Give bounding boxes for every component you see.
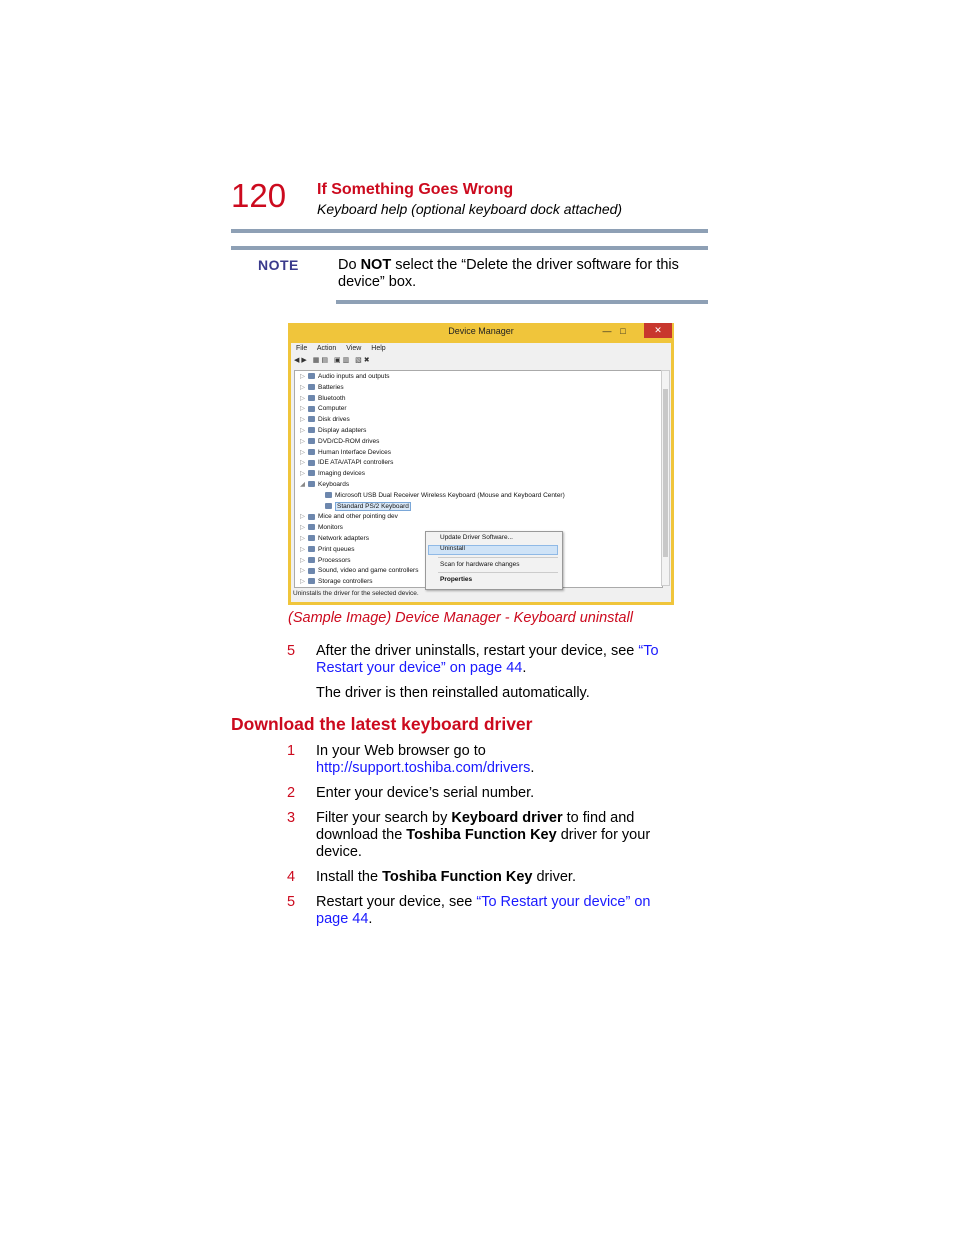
device-icon [308, 557, 315, 563]
menu-help[interactable]: Help [371, 345, 386, 352]
tree-item-label: Imaging devices [318, 470, 365, 478]
note-label: NOTE [258, 257, 299, 273]
expand-arrow-icon[interactable]: ▷ [300, 513, 305, 521]
device-icon [308, 568, 315, 574]
scrollbar[interactable] [661, 370, 670, 586]
tree-item[interactable] [300, 383, 344, 392]
device-icon [308, 449, 315, 455]
expand-arrow-icon[interactable]: ▷ [300, 416, 305, 424]
tree-item[interactable] [300, 567, 419, 575]
expand-arrow-icon[interactable]: ▷ [300, 470, 305, 478]
tree-item[interactable] [300, 394, 346, 403]
step-number: 4 [287, 869, 296, 885]
menu-action[interactable]: Action [316, 345, 337, 352]
step-text: Install the Toshiba Function Key driver. [316, 869, 576, 885]
device-icon [308, 481, 315, 487]
maximize-icon[interactable]: □ [620, 326, 626, 336]
tree-item-label: Storage controllers [318, 578, 373, 586]
close-icon[interactable]: ✕ [644, 323, 672, 338]
device-icon [325, 492, 332, 498]
step-number: 5 [287, 643, 296, 659]
status-bar-text: Uninstalls the driver for the selected device. [293, 590, 419, 597]
step-text: After the driver uninstalls, restart your device, see “To Restart your device” on page 44. [316, 643, 659, 676]
device-icon [308, 438, 315, 444]
menu-separator [438, 572, 558, 573]
tree-item[interactable] [300, 535, 369, 543]
forward-icon[interactable]: ▶ [301, 357, 309, 364]
expand-arrow-icon[interactable]: ▷ [300, 437, 305, 445]
tree-item-label: Print queues [318, 545, 355, 553]
properties-menu-item[interactable]: Properties [440, 576, 473, 583]
expand-arrow-icon[interactable]: ◢ [300, 481, 305, 488]
context-menu [425, 531, 563, 590]
tree-item-label: Processors [318, 556, 351, 564]
scrollbar-thumb[interactable] [663, 389, 668, 557]
device-icon [308, 524, 315, 530]
expand-arrow-icon[interactable]: ▷ [300, 535, 305, 542]
tree-item-label: Microsoft USB Dual Receiver Wireless Keyboard (Mouse and Keyboard Center) [335, 491, 565, 499]
update-driver-menu-item[interactable]: Update Driver Software... [440, 534, 513, 541]
note-text: Do NOT select the “Delete the driver software for this device” box. [338, 257, 679, 290]
tree-item[interactable] [325, 503, 411, 511]
figure-caption: (Sample Image) Device Manager - Keyboard uninstall [288, 610, 633, 626]
expand-arrow-icon[interactable]: ▷ [300, 373, 305, 380]
device-icon [308, 373, 315, 379]
tree-item-label: Display adapters [318, 427, 367, 434]
device-icon [308, 470, 315, 476]
expand-arrow-icon[interactable]: ▷ [300, 427, 305, 434]
expand-arrow-icon[interactable]: ▷ [300, 459, 305, 467]
tree-item-label: Network adapters [318, 535, 369, 542]
tree-item-label: Mice and other pointing dev [318, 513, 398, 521]
tree-item-label: Human Interface Devices [318, 448, 391, 456]
cross-reference-link[interactable]: “To Restart your device” on page 44 [316, 894, 651, 927]
step-number: 2 [287, 785, 296, 801]
tree-item[interactable] [300, 459, 394, 467]
step-text: In your Web browser go to http://support.toshiba.com/drivers. [316, 743, 535, 776]
expand-arrow-icon[interactable]: ▷ [300, 405, 305, 413]
device-icon [308, 384, 315, 390]
step-number: 1 [287, 743, 296, 759]
tree-item[interactable] [300, 373, 390, 381]
tree-item[interactable] [300, 556, 351, 565]
menu-view[interactable]: View [346, 345, 362, 352]
chapter-title: If Something Goes Wrong [317, 181, 514, 198]
window-body [291, 343, 671, 602]
expand-arrow-icon[interactable]: ▷ [300, 545, 305, 553]
device-icon [308, 406, 315, 412]
device-icon [308, 416, 315, 422]
expand-arrow-icon[interactable]: ▷ [300, 394, 305, 402]
page-number: 120 [231, 177, 287, 214]
scan-hardware-menu-item[interactable]: Scan for hardware changes [440, 561, 520, 568]
uninstall-icon[interactable]: ✖ [363, 357, 372, 364]
window-title: Device Manager [448, 326, 514, 336]
device-icon [308, 546, 315, 552]
tree-item-label: Computer [318, 405, 347, 413]
tree-item[interactable] [300, 481, 350, 489]
tree-item[interactable] [300, 427, 367, 435]
back-icon[interactable]: ◀ [294, 357, 302, 364]
step-number: 3 [287, 810, 296, 826]
device-icon [308, 460, 315, 466]
menu-bar [296, 345, 394, 352]
device-icon [308, 514, 315, 520]
tree-item[interactable] [300, 470, 365, 478]
tree-item-label: Keyboards [318, 481, 350, 488]
show-hide-icon[interactable]: ▦ [312, 357, 322, 364]
toolbar [294, 356, 372, 364]
expand-arrow-icon[interactable]: ▷ [300, 524, 305, 532]
help-icon[interactable]: ▣ [333, 357, 343, 364]
note-bottom-rule [336, 300, 708, 304]
section-subtitle: Keyboard help (optional keyboard dock attached) [317, 201, 623, 217]
step-number: 5 [287, 894, 296, 910]
tree-item-label: Disk drives [318, 416, 350, 424]
tree-item[interactable] [300, 545, 355, 554]
tree-item[interactable] [300, 448, 391, 457]
step-text: Restart your device, see “To Restart your device” on page 44. [316, 894, 651, 927]
tree-item-label: Sound, video and game controllers [318, 567, 419, 575]
tree-item-label: Standard PS/2 Keyboard [337, 502, 409, 510]
expand-arrow-icon[interactable]: ▷ [300, 578, 305, 586]
step-text: Enter your device’s serial number. [316, 785, 535, 801]
device-icon [308, 427, 315, 433]
menu-separator [438, 557, 558, 558]
expand-arrow-icon[interactable]: ▷ [300, 383, 305, 391]
tree-item-label: IDE ATA/ATAPI controllers [318, 459, 394, 467]
device-icon [308, 395, 315, 401]
expand-arrow-icon[interactable]: ▷ [300, 448, 305, 456]
properties-icon[interactable]: ▤ [321, 357, 330, 364]
section-heading: Download the latest keyboard driver [231, 714, 533, 734]
note-top-rule [231, 246, 708, 250]
tree-item-label: DVD/CD-ROM drives [318, 437, 380, 445]
device-icon [325, 503, 332, 509]
step-text: Filter your search by Keyboard driver to find and download the Toshiba Function Key driver for your device. [316, 810, 651, 860]
tree-item[interactable] [300, 524, 343, 532]
expand-arrow-icon[interactable]: ▷ [300, 556, 305, 564]
minimize-icon[interactable]: — [602, 326, 612, 336]
expand-arrow-icon[interactable]: ▷ [300, 567, 305, 575]
tree-item[interactable] [300, 416, 350, 424]
device-icon [308, 578, 315, 584]
tree-item-label: Bluetooth [318, 394, 346, 402]
tree-item[interactable] [325, 492, 565, 500]
uninstall-menu-item[interactable]: Uninstall [440, 545, 465, 552]
scan-icon[interactable]: ▧ [355, 357, 364, 364]
tree-item[interactable] [300, 578, 373, 586]
support-url-link[interactable]: http://support.toshiba.com/drivers [316, 760, 531, 776]
tree-item[interactable] [300, 405, 347, 413]
device-icon [308, 535, 315, 541]
device-manager-screenshot [288, 323, 674, 605]
tree-item[interactable] [300, 513, 398, 521]
header-rule [231, 229, 708, 233]
device-tree [294, 370, 663, 588]
tree-item-label: Batteries [318, 383, 344, 391]
tree-item-label: Audio inputs and outputs [318, 373, 390, 380]
tree-item-label: Monitors [318, 524, 343, 532]
tree-item[interactable] [300, 437, 380, 446]
menu-file[interactable]: File [296, 345, 308, 352]
cross-reference-link[interactable]: “To Restart your device” on page 44 [316, 643, 659, 676]
view-icon[interactable]: ▥ [342, 357, 352, 364]
reinstall-note: The driver is then reinstalled automatically. [316, 685, 590, 701]
